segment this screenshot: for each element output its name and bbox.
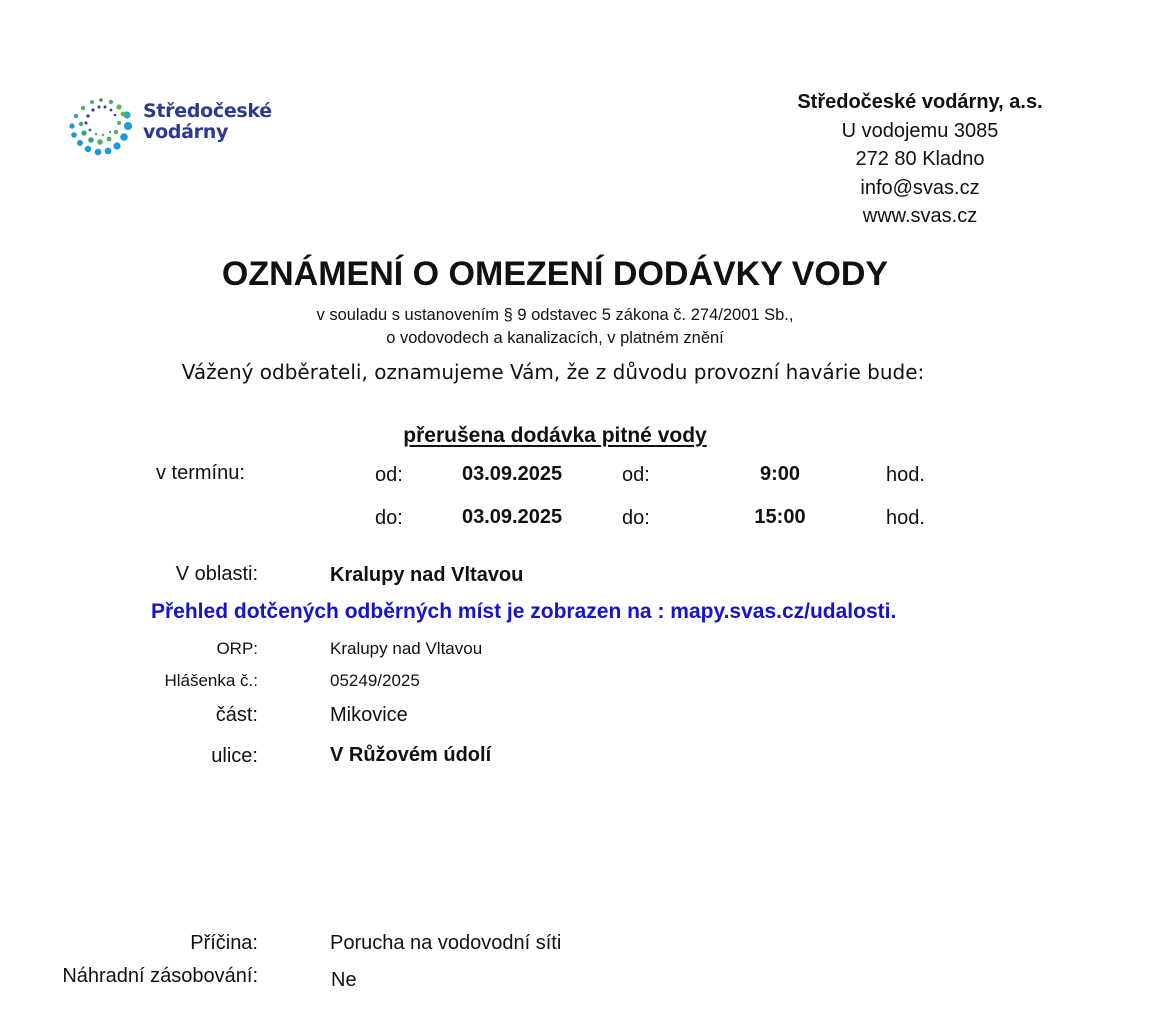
cause-label: Příčina: bbox=[190, 932, 258, 954]
date-to-label: do: bbox=[375, 507, 403, 529]
logo-line-1: Středočeské bbox=[143, 100, 272, 122]
time-from-label: od: bbox=[622, 464, 650, 486]
part-value: Mikovice bbox=[330, 704, 408, 726]
date-from-label: od: bbox=[375, 464, 403, 486]
street-label: ulice: bbox=[211, 745, 258, 767]
company-street: U vodojemu 3085 bbox=[841, 119, 999, 142]
logo-line-2: vodárny bbox=[143, 121, 229, 143]
company-web: www.svas.cz bbox=[862, 205, 978, 227]
map-link-note[interactable]: Přehled dotčených odběrných míst je zobrazen na : mapy.svas.cz/udalosti. bbox=[151, 600, 897, 623]
time-to: 15:00 bbox=[754, 506, 806, 528]
legal-reference-line-1: v souladu s ustanovením § 9 odstavec 5 zákona č. 274/2001 Sb., bbox=[316, 306, 794, 324]
area-value: Kralupy nad Vltavou bbox=[330, 564, 524, 586]
outage-headline bbox=[0, 424, 1110, 448]
greeting-text: Vážený odběrateli, oznamujeme Vám, že z důvodu provozní havárie bude: bbox=[181, 360, 925, 384]
water-drops-logo-icon bbox=[66, 94, 138, 160]
date-from: 03.09.2025 bbox=[462, 463, 563, 485]
company-logo bbox=[66, 94, 272, 160]
part-label: část: bbox=[215, 704, 258, 726]
alternative-supply-label: Náhradní zásobování: bbox=[62, 965, 258, 987]
logo-text bbox=[143, 101, 272, 143]
orp-label: ORP: bbox=[216, 639, 258, 658]
time-to-unit: hod. bbox=[886, 507, 925, 529]
report-number-value: 05249/2025 bbox=[330, 671, 420, 690]
time-to-label: do: bbox=[622, 507, 650, 529]
notice-title: OZNÁMENÍ O OMEZENÍ DODÁVKY VODY bbox=[221, 255, 889, 293]
cause-value: Porucha na vodovodní síti bbox=[330, 932, 562, 954]
report-number-label: Hlášenka č.: bbox=[164, 671, 258, 690]
company-address-block bbox=[770, 88, 1070, 231]
company-name: Středočeské vodárny, a.s. bbox=[797, 91, 1043, 113]
date-to: 03.09.2025 bbox=[462, 506, 563, 528]
street-value: V Růžovém údolí bbox=[330, 744, 492, 766]
company-email: info@svas.cz bbox=[860, 176, 980, 199]
legal-reference-line-2: o vodovodech a kanalizacích, v platném znění bbox=[386, 329, 724, 347]
area-label: V oblasti: bbox=[175, 563, 258, 585]
time-from-unit: hod. bbox=[886, 464, 925, 486]
orp-value: Kralupy nad Vltavou bbox=[330, 639, 483, 658]
company-city: 272 80 Kladno bbox=[855, 148, 985, 170]
alternative-supply-value: Ne bbox=[331, 969, 357, 991]
outage-headline-text: přerušena dodávka pitné vody bbox=[403, 424, 707, 447]
schedule-label: v termínu: bbox=[156, 462, 245, 484]
time-from: 9:00 bbox=[759, 463, 801, 485]
